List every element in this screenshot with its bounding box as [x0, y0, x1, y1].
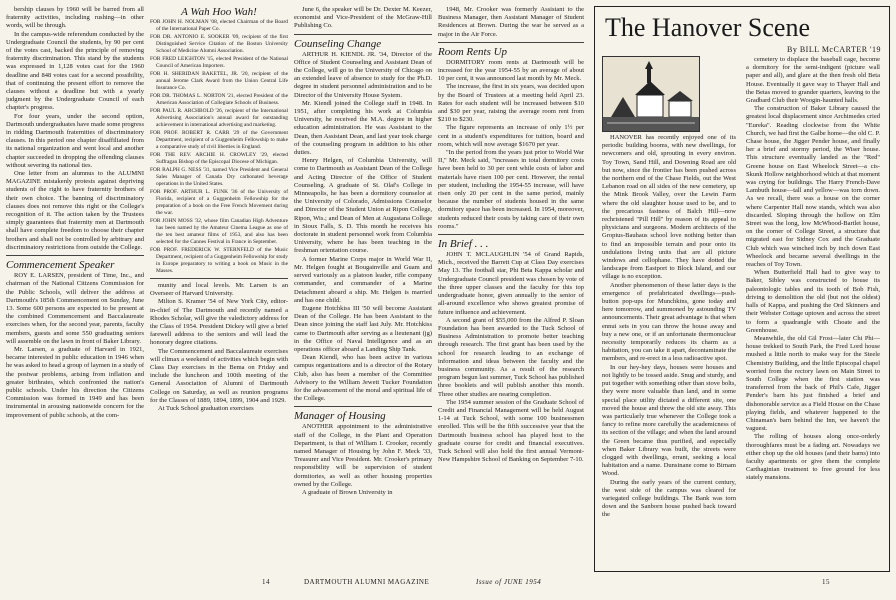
counseling-paragraph: A former Marine Corps major in World War II, Mr. Helgen fought at Bougainville and Guam and served variously as a platoon leader, rifle company commander, and commander of a Marine Detachment aboard a ship. Mr. Helgen is married and has one child.: [294, 255, 432, 304]
article-paragraph: One letter from an alumnus to the ALUMNI MAGAZINE mistakenly protests against depriving students of the right to have fraternity brothers of their own choice. The banning of discriminatory clauses does not remove this right or the College's recognition of it. The action taken by the Trustees simply guarantees that fraternity men at Dartmouth shall have complete freedom to choose their chapter brothers and shall not be controlled by arbitrary and discriminatory restrictions from outside the College.: [6, 170, 144, 251]
left-footer-magazine: DARTMOUTH ALUMNI MAGAZINE: [304, 578, 430, 586]
article-paragraph: bership clauses by 1960 will be barred from all fraternity activities, including rushing—in other words, will be through.: [6, 6, 144, 30]
wah-hoo-wah-item: FOR PROF. FREDERICK W. STERNFELD of the Music Department, recipient of a Guggenheim Fellowship for study in Europe preparatory to writing a book on Music in the Masses.: [150, 247, 288, 274]
hanover-paragraph: Meanwhile, the old Gil Frost—later Chi Phi—house trekked to South Park, the Fred Lord house mushed a little north to make way for the Steele Chemistry Building, and the little Episcopal chapel worried from the rectory lawn on Main Street to South College when the first station was transferred from the back of Phil's Cafe, Jigger Pender's barn his just finished a brief and dishonorable service as a Field House on the Chase playing fields, and whatever happened to the Chinaman's barn behind the Inn, we haven't the vaguest.: [746, 334, 880, 433]
in-brief-heading: In Brief . . .: [438, 238, 489, 251]
hanover-column-2: [746, 56, 880, 556]
wah-hoo-wah-item: FOR DR. ANTONIO E. SOOKER '09, recipient of the first Distinguished Service Citation of the Boston University School of Medicine Alumni Association.: [150, 34, 288, 54]
wah-hoo-wah-item: FOR RALPH G. NESS '31, named Vice President and General Sales Manager of Canada Dry carbonated beverage operations in the United States.: [150, 167, 288, 187]
counseling-paragraph: ARTHUR H. KIENDL JR. '34, Director of the Office of Student Counseling and Assistant Dean of the College, will go to the University of Chicago on an extended leave of absence to study for the Ph.D. degree in student personnel administration and to be Director of the University House System.: [294, 50, 432, 99]
commencement-continued-paragraph: Milton S. Kramer '54 of New York City, editor-in-chief of The Dartmouth and recently named a Rhodes Scholar, will give the valedictory address for the Class of 1954. President Dickey will give a brief farewell address to the seniors and will lead the honorary degree citations.: [150, 298, 288, 347]
wah-hoo-wah-item: FOR JOHN MOSS '32, whose film Canadian High Adventure has been named by the Amateur Cinema League as one of the ten best amateur films of 1953, and also has been selected for the Cannes Festival in France in September.: [150, 218, 288, 245]
wah-hoo-wah-item: FOR PROF. ROBERT R. CARR '29 of the Government Department, recipient of a Guggenheim Fellowship to make a comparative study of civil liberties in England.: [150, 130, 288, 150]
commencement-continued-paragraph: At Tuck School graduation exercises: [158, 405, 254, 413]
wah-hoo-wah-item: FOR PROF. ARTHUR L. FUNK '36 of the University of Florida, recipient of a Guggenheim Fellowship for the preparation of a book on the Free French Movement during the war.: [150, 189, 288, 216]
room-rents-paragraph: DORMITORY room rents at Dartmouth will be increased for the year 1954-55 by an average of about 10 per cent, it was announced last month by Mr. Meck.: [438, 58, 584, 83]
in-brief-paragraph: JOHN T. MCLAUGHLIN '54 of Grand Rapids, Mich., received the Barrett Cup at Class Day exercises May 13. The football star, Phi Beta Kappa scholar and Undergraduate Council president was chosen by vote of the three upper classes and the faculty for this top undergraduate honor, given annually to the senior of all-around excellence who shows greatest promise of future influence and achievement.: [438, 251, 584, 316]
wah-hoo-wah-item: FOR FRED LEIGHTON '15, elected President of the National Council of American Importers.: [150, 56, 288, 69]
section-divider: [294, 406, 432, 407]
hanover-paragraph: Another phenomenon of these latter days is the emergence of prefabricated dwellings—push-button pop-ups for Munchkins, gone today and here tomorrow, and summoned by astounding TV announcements. Their great advantage is that when ennui sets in you can throw the house away and buy a new one, or if an unfortunate thermonuclear necessity temporarily reduces its charm as a habitation, you can take it apart, decontaminate the members, and re-erect in a less radioactive spot.: [602, 281, 736, 363]
in-brief-paragraph: A second grant of $55,000 from the Alfred P. Sloan Foundation has been awarded to the Tuck School of Business Administration to promote better teaching through research. The first grant has been used by the school for research leading to an exchange of information and ideas between the faculty and the business community. As a result of the research program begun last summer, Tuck School has published three booklets and will publish another this month. Three other studies are nearing completion.: [438, 316, 584, 398]
commencement-paragraph: ROY E. LARSEN, president of Time, Inc., and chairman of the National Citizens Commission for the Public Schools, will deliver the address at Dartmouth's 185th Commencement on Sunday, June 13. Some 600 persons are expected to be present at the combined Commencement and Baccalaureate exercises when, for the second year, parents, faculty members, guests and some 550 graduating seniors will assemble on the lawn in front of Baker Library.: [6, 272, 144, 345]
hanover-scene-byline: By BILL McCARTER '19: [787, 45, 881, 54]
section-divider: [150, 278, 288, 279]
wah-hoo-wah-list: [150, 19, 288, 275]
article-paragraph: For four years, under the second option, Dartmouth undergraduates have made some progress in ridding Dartmouth fraternities of discriminatory clauses. In this period one chapter disaffiliated from its national organization and went local and another chapter succeeded in dropping the offending clauses without severing its national ties.: [6, 112, 144, 169]
housing-continued-paragraph: 1948, Mr. Crooker was formerly Assistant to the Business Manager, then Assistant Manager of Student Residences at Brown. During the war he served as a major in the Air Force.: [438, 6, 584, 38]
commencement-heading: Commencement Speaker: [6, 259, 115, 272]
left-column-2: [150, 6, 288, 574]
housing-heading: Manager of Housing: [294, 410, 386, 423]
room-rents-paragraph: The figure represents an increase of only 1½ per cent in a student's expenditures for tuition, board and room, which will now average $1670 per year.: [438, 124, 584, 148]
tuck-speaker-paragraph: June 6, the speaker will be Dr. Dexter M. Keezer, economist and Vice-President of the McGraw-Hill Publishing Co.: [294, 6, 432, 30]
wah-hoo-wah-item: FOR H. SHERIDAN BAKETEL, JR. '20, recipient of the annual Jerome Clark Award from the Union Central Life Insurance Co.: [150, 71, 288, 91]
hanover-scene-title: The Hanover Scene: [605, 13, 811, 42]
section-divider: [294, 34, 432, 35]
hanover-paragraph: The rolling of houses along once-orderly thoroughfares must be a fading art. Nowadays we either chop up the old houses (and their barns) into faculty apartments or give them the complete Carthaginian treatment to free ground for less stately mansions.: [746, 433, 880, 482]
section-divider: [6, 255, 144, 256]
left-page-number: 14: [262, 578, 270, 586]
counseling-paragraph: Dean Kiendl, who has been active in various campus organizations and is a director of the Rotary Club, also has been a member of the Committee Advisory to the William Jewett Tucker Foundation for the advancement of the moral and spiritual life of the College.: [294, 354, 432, 403]
left-column-3: [294, 6, 432, 574]
housing-paragraph: A graduate of Brown University in: [302, 488, 393, 496]
right-page-number: 15: [822, 578, 830, 586]
left-column-1: [6, 6, 144, 574]
hanover-paragraph: cemetery to displace the baseball cage, become a dormitory for the semi-indigent (picture wall paper and all), and glare at the then fresh old Beta House. Eventually it gave way to Thayer Hall and the Betas moved to grander quarters, leaving to the Gradbard Club their Woogin-haunted halls.: [746, 56, 880, 105]
hanover-paragraph: In our hey-hey days, houses were houses and not lightly to be tossed aside. Snug and sturdy, and put together with something other than stove bolts, they were more valuable than land, and in some special place utility dictated a different site, one moved the house and threw the old site away. This was particularly true whenever the College took a fancy to refine more carefully the academicness of its section of the village; and when the land around the Green became thus purified, and especially when Baker Library was built, the streets were clogged with dwellings, errant, seeking a local habitation and a name. Dunsinane come to Birnam Wood.: [602, 363, 736, 478]
section-divider: [438, 234, 584, 235]
commencement-continued-paragraph: munity and local levels. Mr. Larsen is an Overseer of Harvard University.: [150, 282, 288, 298]
counseling-paragraph: Eugene Hotchkiss III '50 will become Assistant Dean of the College. He has been Assistant to the Dean since joining the staff last July. Mr. Hotchkiss came to Dartmouth after serving as a lieutenant (jg) in the Office of Naval Intelligence and as an operations officer aboard a Landing Ship Tank.: [294, 304, 432, 353]
hanover-column-1: [602, 56, 736, 556]
hanover-paragraph: When Butterfield Hall had to give way to Baker, Sibley was constructed to house its paleontologic tables and its tooth of Bob Fish, driving to demolition the old (but not the oldest) halls of Kappa, and pushing the Ord Skinners and their Webster Cottage uptown and across the street to form a quadrangle with Choate and the Greenhouse.: [746, 269, 880, 334]
commencement-continued-paragraph: The Commencement and Baccalaureate exercises will climax a weekend of activities which begin with Class Day exercises in the Bema on Friday and include the luncheon and 100th meeting of the General Association of Alumni of Dartmouth College on Saturday, as well as reunion programs for the Classes of 1889, 1894, 1899, 1904 and 1929.: [150, 347, 288, 404]
room-rents-heading: Room Rents Up: [438, 45, 508, 58]
housing-paragraph: ANOTHER appointment to the administrative staff of the College, in the Plant and Operation Department, is that of William I. Crooker, recently named Manager of Housing by John F. Meck '33, Treasurer and Vice President. Mr. Crooker's primary responsibility will be supervision of student dormitories, as well as other housing properties owned by the College.: [294, 423, 432, 488]
wah-hoo-wah-item: FOR JOHN H. NOLMAN '08, elected Chairman of the Board of the International Paper Co.: [150, 19, 288, 32]
hanover-paragraph: The construction of Baker Library caused the greatest local displacement since Archimedes cried "Eureka". Reading clockwise from the White Church, we had first the Galbe home—the old C. P. Chase house, the Jigger Pender house, and finally her a brief and stormy period, the Wiser house. This structure eventually landed as the "Red" Greene house on East Wheelock Street—a cis-Skunk Hollow neighborhood which at that moment was crying for buildings. The Harry French-Dave Lambuth house—tall and yellow—was torn down. As we recall, there was a house on the corner where Carpenter Hall now stands, which was also discarded. Sloping through the hollow on Elm Street was the long, low McWhood-Bartlet house, on the corner of College Street, a structure that migrated east for Sidney Cox and the Graduate Club which was winched inch by inch down East Wheelock and became several dwellings in the reaches of Toy Town.: [746, 105, 880, 269]
wah-hoo-wah-item: FOR DR. THOMAS L. NORTON '21, elected President of the American Association of Collegiate Schools of Business.: [150, 93, 288, 106]
section-divider: [438, 42, 584, 43]
left-column-4: [438, 6, 584, 574]
counseling-paragraph: Mr. Kiendl joined the College staff in 1948. In 1951, after completing his work at Columbia University, he received the M.A. degree in higher education administration. He was Assistant to the Dean, then Assistant Dean, and last year took charge of the counseling program in addition to his other duties.: [294, 99, 432, 157]
commencement-paragraph: Mr. Larsen, a graduate of Harvard in 1921, became interested in public education in 1946 when he was asked to head a group of laymen in a study of the postwar problems, arising from inflation and greater birthrates, which confronted the nation's public schools. Under his direction the Citizens Commission was formed in 1949 and has been instrumental in arousing nationwide concern for the improvement of public schools, at the com-: [6, 345, 144, 419]
wah-hoo-wah-item: FOR THE REV. ARCHIE H. CROWLEY '29, elected Suffragan Bishop of the Episcopal Diocese of Michigan.: [150, 152, 288, 165]
hanover-paragraph: During the early years of the current century, the west side of the campus was cleared for variegated college buildings. The Bank was torn down and the Sanborn house pushed back toward the: [602, 478, 736, 519]
hanover-paragraph: HANOVER has recently enjoyed one of its periodic building booms, with new dwellings, for newcomers and old, sprouting in every environ. Toy Town, Sand Hill, and Downing Road are old but now, since the frontier has been pushed across the northern end of the Chase Fields, out the West Lebanon road on all sides of the new cemetery, up the Mink Brook Valley, over the Lewin Farm where the old slaughter house used to be, and to the precarious fastness of Balch Hill—now rechristened "Pill Hill" by reason of its appeal to physicians and surgeons. Modern architects of the Gropius-Bauhaus school love nothing better than to find an impossible terrain and pour onto its undulations living units that are all picture windows and cellophane. They have dotted the landscape from Eastport to Block Island, and our village is no exception.: [602, 134, 736, 281]
room-rents-paragraph: The increase, the first in six years, was decided upon by the Board of Trustees at a meeting held April 23. Rates for each student will be increased between $10 and $30 per year, raising the average room rent from $210 to $230.: [438, 83, 584, 124]
wah-hoo-wah-item: FOR PAUL R. ARCHBOLD '26, recipient of the International Advertising Association's annual award for outstanding achievement in international advertising and marketing.: [150, 108, 288, 128]
room-rents-paragraph: "In the period from the years just prior to World War II," Mr. Meck said, "increases in total dormitory costs have been held to 30 per cent while costs of labor and materials have risen 100 per cent. However, the rental per student, including the 1954-55 increase, will have risen only 20 per cent in the same period, mainly because the number of students housed in the same dormitory space has been increased. In 1954, moreover, students reduced their costs by taking care of their own rooms.": [438, 149, 584, 230]
wah-hoo-wah-heading: A Wah Hoo Wah!: [181, 6, 257, 18]
counseling-heading: Counseling Change: [294, 37, 382, 50]
in-brief-paragraph: The 1954 summer session of the Graduate School of Credit and Financial Management will be held August 1-14 at Tuck School, with some 100 businessmen enrolled. This will be the fifth successive year that the Dartmouth business school has played host to the graduate course for credit and financial executives. Tuck School will also hold the first annual Vermont-New Hampshire School of Banking on September 7-10.: [438, 398, 584, 464]
counseling-paragraph: Henry Helgen, of Columbia University, will come to Dartmouth as Assistant Dean of the College and Acting Director of the Office of Student Counseling. A graduate of St. Olaf's College in Minneapolis, he has been a dormitory counselor at the University of Colorado, Admissions Counselor and Director of the Student Union at Ripon College, Ripon, Wis.; and Dean of Men at Augustana College in Sioux Falls, S. D. This month he receives his doctorate in student personnel work from Columbia University, where he has been teaching in the freshman orientation course.: [294, 157, 432, 255]
right-footer-issue: Issue of JUNE 1954: [476, 578, 542, 586]
town-woodcut-illustration: [602, 56, 700, 132]
article-paragraph: In the campus-wide referendum conducted by the Undergraduate Council the students, by 90 per cent of the votes cast, backed the principle of removing fraternity discrimination. This stand by the students was expressed in 1,128 votes cast for the 1960 deadline and 848 votes cast for a second possibility, that of continuing the present effort to remove the clauses without a deadline but with a yearly judgment by the Undergraduate Council of each chapter's progress.: [6, 30, 144, 112]
